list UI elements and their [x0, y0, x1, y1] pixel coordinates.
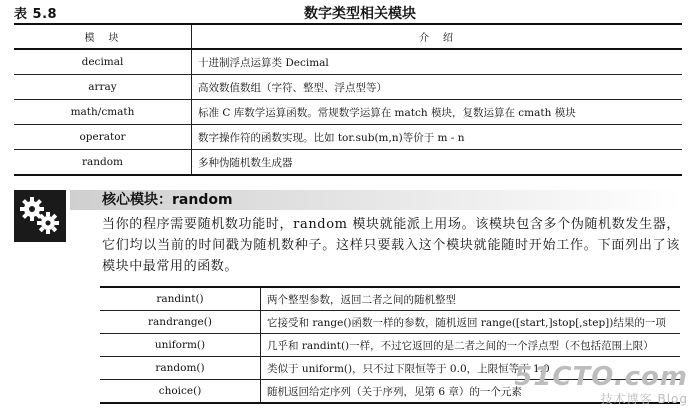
section-paragraph: 当你的程序需要随机数功能时，random 模块就能派上用场。该模块包含多个伪随机数发生器，它们均以当前的时间戳为随机数种子。这样只要载入这个模块就能随时开始工作。下面列出了该模块中最常用的函数。 — [102, 217, 680, 274]
gears-icon — [14, 190, 66, 242]
function-name: choice() — [100, 380, 261, 404]
function-description: 几乎和 randint()一样，不过它返回的是二者之间的一个浮点型（不包括范围上限） — [261, 334, 681, 357]
module-description: 标准 C 库数学运算函数。常规数学运算在 match 模块，复数运算在 cmath 模块 — [192, 100, 683, 125]
function-name: randint() — [100, 287, 261, 311]
table-row — [100, 287, 680, 311]
table-row — [14, 75, 682, 100]
header-module: 模 块 — [14, 24, 192, 49]
watermark-subtitle: 技术博客 Blog — [600, 392, 688, 406]
table-row — [14, 125, 682, 150]
module-name: random — [14, 150, 192, 176]
function-description: 随机返回给定序列（关于序列，见第 6 章）的一个元素 — [261, 380, 681, 404]
function-name: uniform() — [100, 334, 261, 357]
table-title: 数字类型相关模块 — [304, 6, 416, 22]
module-name: math/cmath — [14, 100, 192, 125]
module-name: decimal — [14, 49, 192, 75]
table-header-row — [14, 24, 682, 49]
function-description: 类似于 uniform()，只不过下限恒等于 0.0，上限恒等于 1.0 — [261, 357, 681, 380]
watermark-logo: 51CTO.com — [514, 362, 688, 392]
module-description: 多种伪随机数生成器 — [192, 150, 683, 176]
header-description: 介 绍 — [192, 24, 683, 49]
function-name: randrange() — [100, 311, 261, 334]
function-name: random() — [100, 357, 261, 380]
table-row — [14, 49, 682, 75]
site-watermark — [514, 364, 688, 407]
table-row — [14, 150, 682, 176]
module-description: 十进制浮点运算类 Decimal — [192, 49, 683, 75]
function-description: 两个整型参数，返回二者之间的随机整型 — [261, 287, 681, 311]
table-row — [100, 311, 680, 334]
numeric-modules-table — [14, 23, 682, 176]
table-row — [14, 100, 682, 125]
module-name: operator — [14, 125, 192, 150]
module-description: 数字操作符的函数实现。比如 tor.sub(m,n)等价于 m - n — [192, 125, 683, 150]
function-description: 它接受和 range()函数一样的参数，随机返回 range([start,]stop[,step])结果的一项 — [261, 311, 681, 334]
module-name: array — [14, 75, 192, 100]
section-title: 核心模块：random — [102, 192, 233, 208]
module-description: 高效数值数组（字符、整型、浮点型等） — [192, 75, 683, 100]
table-label: 表 5.8 — [14, 7, 58, 22]
table-row — [100, 334, 680, 357]
